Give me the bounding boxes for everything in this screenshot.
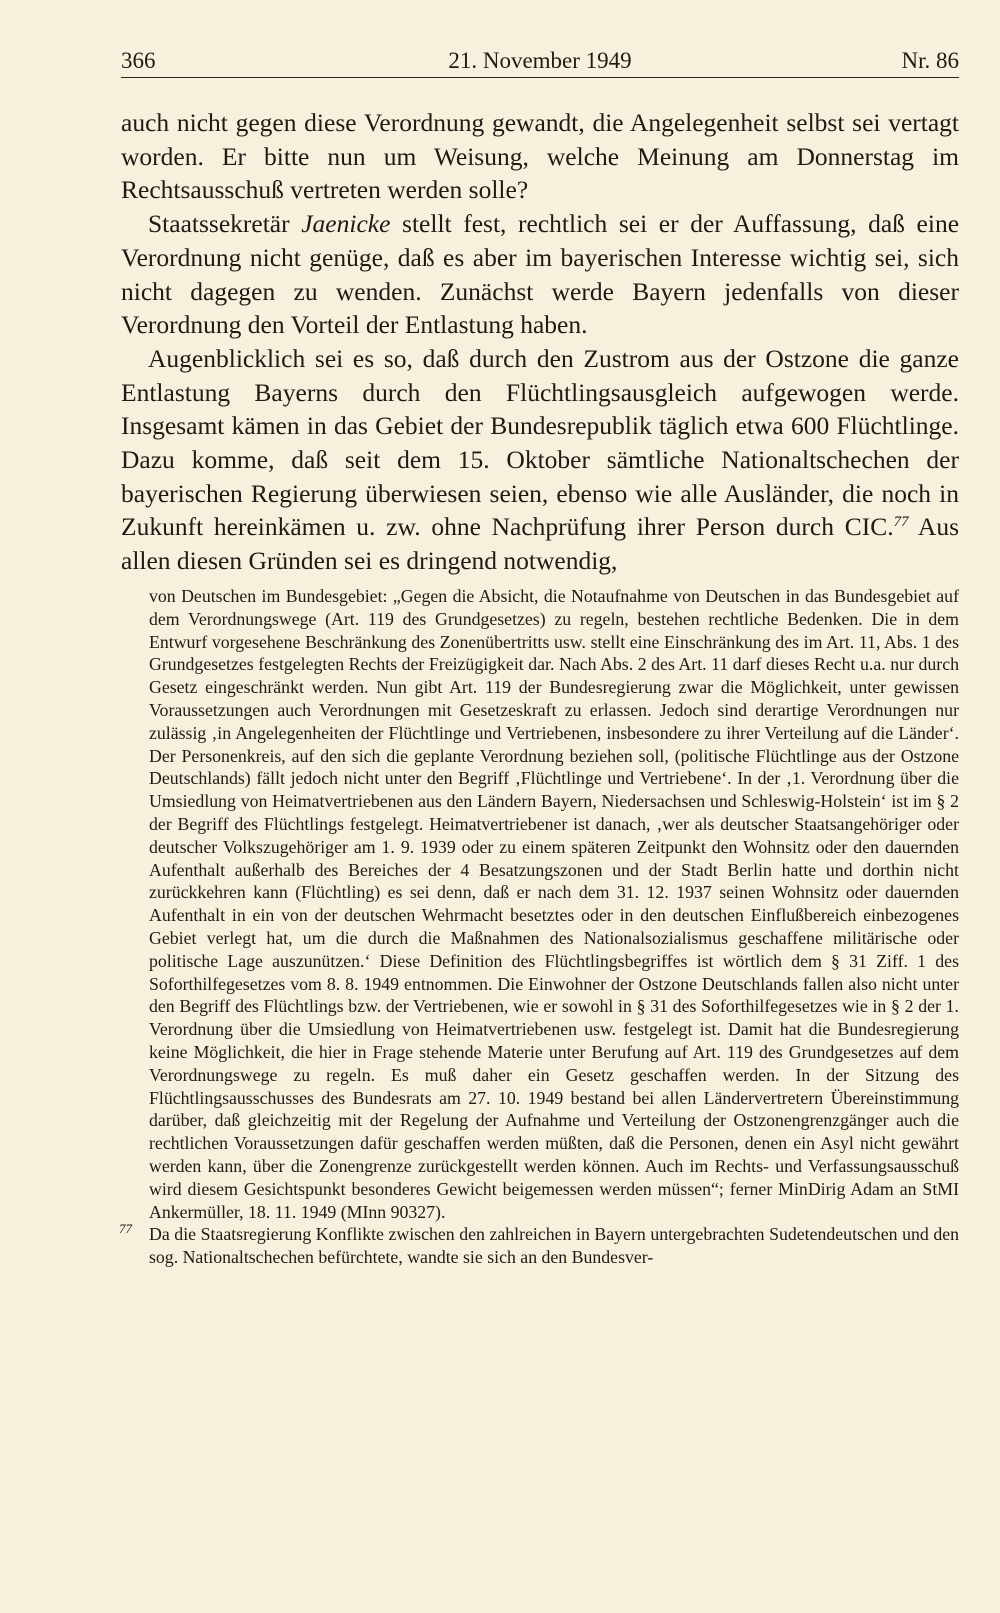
footnote-continued: von Deutschen im Bundesgebiet: „Gegen die Absicht, die Notaufnahme von Deutschen in das Bundesgebiet auf dem Verordnungswege (Art. 119 des Grundgesetzes) zu regeln, bestehen rechtliche Bedenken. Die in dem Entwurf vorgesehene Beschränkung des Zonenübertritts usw. stellt eine Einschränkung des im Art. 11, Abs. 1 des Grundgesetzes festgelegten Rechts der Freizügigkeit dar. Nach Abs. 2 des Art. 11 darf dieses Recht u.a. nur durch Gesetz eingeschränkt werden. Nun gibt Art. 119 der Bundesregierung zwar die Möglichkeit, unter gewissen Voraussetzungen auch Verordnungen mit Gesetzeskraft zu erlassen. Jedoch sind derartige Verordnungen nur zulässig ‚in Angelegenheiten der Flüchtlinge und Vertriebenen, insbesondere zu ihrer Verteilung auf die Länder‘. Der Personenkreis, auf den sich die geplante Verordnung beziehen soll, (politische Flüchtlinge aus der Ostzone Deutschlands) fällt jedoch nicht unter den Begriff ‚Flüchtlinge und Vertriebene‘. In der ‚1. Verordnung über die Umsiedlung von Heimatvertriebenen aus den Ländern Bayern, Niedersachsen und Schleswig-Holstein‘ ist im § 2 der Begriff des Flüchtlings festgelegt. Heimatvertriebener ist danach, ‚wer als deutscher Staatsangehöriger oder deutscher Volkszugehöriger am 1. 9. 1939 oder zu einem späteren Zeitpunkt den Wohnsitz oder den dauernden Aufenthalt außerhalb des Bereiches der 4 Besatzungszonen und der Stadt Berlin hatte und dorthin nicht zurückkehren kann (Flüchtling) es sei denn, daß er nach dem 31. 12. 1937 seinen Wohnsitz oder dauernden Aufenthalt in ein von der deutschen Wehrmacht besetztes oder in den deutschen Einflußbereich einbezogenes Gebiet verlegt hat, um die durch die Maßnahmen des Nationalsozialismus geschaffene militärische oder politische Lage auszunützen.‘ Diese Definition des Flüchtlingsbegriffes ist wörtlich dem § 31 Ziff. 1 des Soforthilfegesetzes vom 8. 8. 1949 entnommen. Die Einwohner der Ostzone Deutschlands fallen also nicht unter den Begriff des Flüchtlings bzw. der Vertriebenen, wie er sowohl in § 31 des Soforthilfegesetzes wie in § 2 der 1. Verordnung über die Umsiedlung von Heimatvertriebenen usw. festgelegt ist. Damit hat die Bundesregierung keine Möglichkeit, die hier in Frage stehende Materie unter Berufung auf Art. 119 des Grundgesetzes auf dem Verordnungswege zu regeln. Es muß daher ein Gesetz geschaffen werden. In der Sitzung des Flüchtlingsausschusses des Bundesrats am 27. 10. 1949 bestand bei allen Ländervertretern Übereinstimmung darüber, daß gleichzeitig mit der Regelung der Aufnahme und Verteilung der Ostzonengrenzgänger auch die rechtlichen Voraussetzungen dafür geschaffen werden müßten, daß die Personen, denen ein Asyl nicht gewährt werden kann, über die Zonengrenze zurückgestellt werden können. Auch im Rechts- und Verfassungsausschuß wird diesem Gesichtspunkt besonderes Gewicht beigemessen werden müssen“; ferner MinDirig Adam an StMI Ankermüller, 18. 11. 1949 (MInn 90327). bbox=[149, 586, 959, 1222]
paragraph-3-after: Aus allen diesen Gründen sei es dringend notwendig, bbox=[121, 512, 960, 576]
main-text bbox=[121, 106, 959, 578]
footnote-ref-77: 77 bbox=[893, 514, 909, 531]
paragraph-2-rest: stellt fest, rechtlich sei er der Auffassung, daß eine Verordnung nicht genüge, daß es aber im bayerischen Interesse wichtig sei, sich nicht dagegen zu wenden. Zunächst werde Bayern jedenfalls von dieser Verordnung den Vorteil der Entlastung haben. bbox=[121, 209, 960, 340]
footnotes bbox=[119, 585, 959, 1269]
paragraph-1: auch nicht gegen diese Verordnung gewandt, die Angelegenheit selbst sei vertagt worden. Er bitte nun um Weisung, welche Meinung am Donnerstag im Rechtsausschuß vertreten werden solle? bbox=[121, 108, 959, 205]
paragraph-2-prefix: Staatssekretär bbox=[148, 209, 302, 239]
header-date: 21. November 1949 bbox=[448, 48, 632, 73]
footnote-77-text: Da die Staatsregierung Konflikte zwischen den zahlreichen in Bayern untergebrachten Sudetendeutschen und den sog. Nationaltschechen befürchtete, wandte sie sich an den Bundesver- bbox=[149, 1224, 959, 1268]
paragraph-2 bbox=[121, 207, 959, 342]
speaker-name: Jaenicke bbox=[301, 209, 391, 239]
paragraph-3 bbox=[121, 342, 959, 578]
document-number: Nr. 86 bbox=[901, 48, 959, 73]
page-number: 366 bbox=[121, 48, 156, 73]
paragraph-3-before: Augenblicklich sei es so, daß durch den Zustrom aus der Ostzone die ganze Entlastung Bayerns durch den Flüchtlingsausgleich aufgewogen werde. Insgesamt kämen in das Gebiet der Bundesrepublik täglich etwa 600 Flüchtlinge. Dazu komme, daß seit dem 15. Oktober sämtliche Nationaltschechen der bayerischen Regierung überwiesen seien, ebenso wie alle Ausländer, die noch in Zukunft hereinkämen u. zw. ohne Nachprüfung ihrer Person durch CIC. bbox=[121, 343, 959, 542]
footnote-77-number: 77 bbox=[119, 1221, 132, 1237]
running-header bbox=[121, 44, 959, 78]
header-rule bbox=[121, 77, 959, 78]
footnote-77 bbox=[119, 1221, 959, 1269]
